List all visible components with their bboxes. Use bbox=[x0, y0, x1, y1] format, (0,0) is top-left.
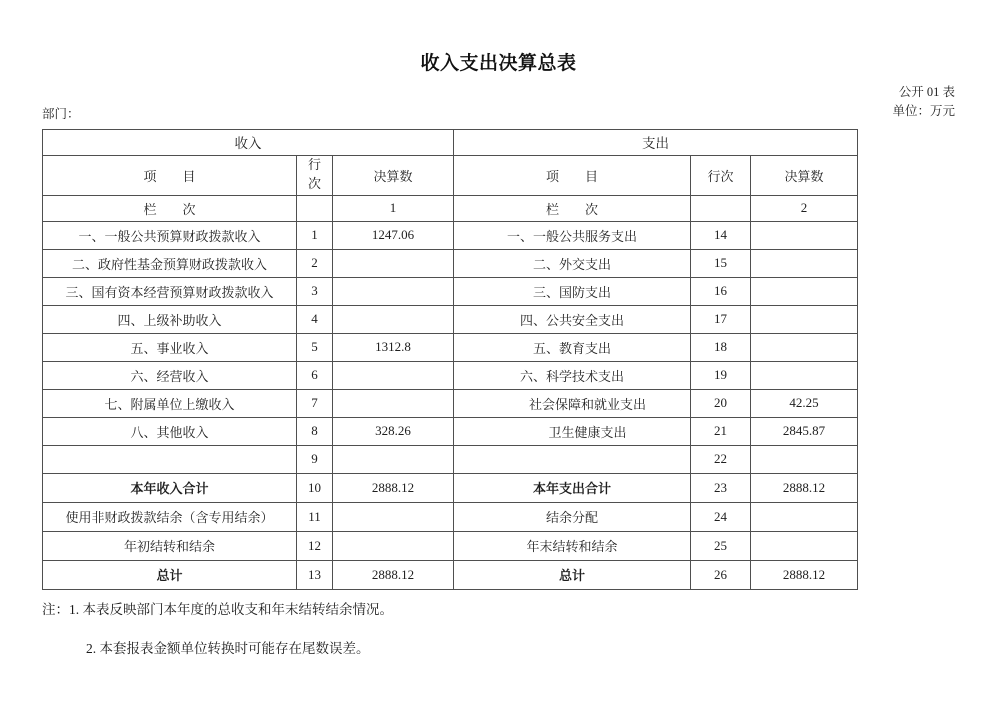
table-row bbox=[43, 389, 858, 417]
income-row-no: 13 bbox=[297, 560, 333, 589]
income-rowno-blank bbox=[297, 195, 333, 221]
expense-item: 年末结转和结余 bbox=[454, 531, 691, 560]
table-code-label: 公开 01 表 bbox=[898, 85, 955, 99]
income-row-no: 12 bbox=[297, 531, 333, 560]
income-row-no: 4 bbox=[297, 305, 333, 333]
expense-item: 四、公共安全支出 bbox=[454, 305, 691, 333]
expense-item: 三、国防支出 bbox=[454, 277, 691, 305]
expense-amount: 2845.87 bbox=[751, 417, 858, 445]
income-row-no: 9 bbox=[297, 445, 333, 473]
expense-amount bbox=[751, 445, 858, 473]
expense-row-no: 26 bbox=[691, 560, 751, 589]
expense-rowno-header: 行次 bbox=[691, 155, 751, 195]
expense-amount-header: 决算数 bbox=[751, 155, 858, 195]
expense-row-no: 24 bbox=[691, 502, 751, 531]
income-item: 使用非财政拨款结余（含专用结余） bbox=[43, 502, 297, 531]
income-amount bbox=[333, 502, 454, 531]
footnote-1: 注：1. 本表反映部门本年度的总收支和年末结转结余情况。 bbox=[42, 601, 393, 617]
expense-amount bbox=[751, 249, 858, 277]
expense-item bbox=[454, 445, 691, 473]
column-header-row bbox=[43, 155, 858, 195]
expense-amount bbox=[751, 333, 858, 361]
income-row-no: 2 bbox=[297, 249, 333, 277]
expense-item: 一、一般公共服务支出 bbox=[454, 221, 691, 249]
income-row-no: 10 bbox=[297, 473, 333, 502]
expense-rowno-blank bbox=[691, 195, 751, 221]
expense-row-no: 17 bbox=[691, 305, 751, 333]
expense-item: 结余分配 bbox=[454, 502, 691, 531]
income-row-no: 8 bbox=[297, 417, 333, 445]
table-row bbox=[43, 305, 858, 333]
meta-row bbox=[42, 83, 955, 122]
income-amount: 2888.12 bbox=[333, 473, 454, 502]
table-row-total-year bbox=[43, 473, 858, 502]
footnote-2: 2. 本套报表金额单位转换时可能存在尾数误差。 bbox=[86, 640, 370, 656]
income-amount: 2888.12 bbox=[333, 560, 454, 589]
expense-item: 总计 bbox=[454, 560, 691, 589]
income-amount bbox=[333, 305, 454, 333]
table-row bbox=[43, 277, 858, 305]
income-amount bbox=[333, 361, 454, 389]
income-item: 六、经营收入 bbox=[43, 361, 297, 389]
expense-amount: 42.25 bbox=[751, 389, 858, 417]
expense-section-header: 支出 bbox=[454, 129, 858, 155]
income-row-no: 6 bbox=[297, 361, 333, 389]
table-row bbox=[43, 333, 858, 361]
income-amount-header: 决算数 bbox=[333, 155, 454, 195]
expense-row-no: 25 bbox=[691, 531, 751, 560]
page-title: 收入支出决算总表 bbox=[420, 53, 577, 74]
income-item: 年初结转和结余 bbox=[43, 531, 297, 560]
expense-amount: 2888.12 bbox=[751, 560, 858, 589]
income-rowno-header bbox=[297, 155, 333, 195]
income-amount bbox=[333, 389, 454, 417]
income-amount bbox=[333, 249, 454, 277]
expense-item: 二、外交支出 bbox=[454, 249, 691, 277]
expense-row-no: 19 bbox=[691, 361, 751, 389]
expense-row-no: 15 bbox=[691, 249, 751, 277]
table-row bbox=[43, 361, 858, 389]
income-row-no: 7 bbox=[297, 389, 333, 417]
income-item: 三、国有资本经营预算财政拨款收入 bbox=[43, 277, 297, 305]
income-row-no: 11 bbox=[297, 502, 333, 531]
income-item: 八、其他收入 bbox=[43, 417, 297, 445]
expense-column-index: 2 bbox=[751, 195, 858, 221]
meta-right-block bbox=[892, 83, 955, 122]
expense-row-no: 22 bbox=[691, 445, 751, 473]
expense-item-header: 项 目 bbox=[454, 155, 691, 195]
expense-amount bbox=[751, 221, 858, 249]
unit-label: 单位：万元 bbox=[892, 104, 955, 119]
income-section-header: 收入 bbox=[43, 129, 454, 155]
expense-row-no: 14 bbox=[691, 221, 751, 249]
income-amount bbox=[333, 531, 454, 560]
table-row bbox=[43, 502, 858, 531]
expense-amount bbox=[751, 277, 858, 305]
expense-amount bbox=[751, 305, 858, 333]
income-row-no: 3 bbox=[297, 277, 333, 305]
income-column-index: 1 bbox=[333, 195, 454, 221]
expense-amount bbox=[751, 531, 858, 560]
income-item: 总计 bbox=[43, 560, 297, 589]
table-row bbox=[43, 417, 858, 445]
expense-item: 卫生健康支出 bbox=[454, 417, 691, 445]
income-item bbox=[43, 445, 297, 473]
department-label: 部门： bbox=[42, 106, 80, 121]
income-column-label: 栏 次 bbox=[43, 195, 297, 221]
income-item-header: 项 目 bbox=[43, 155, 297, 195]
expense-column-label: 栏 次 bbox=[454, 195, 691, 221]
column-index-row bbox=[43, 195, 858, 221]
table-row bbox=[43, 221, 858, 249]
income-row-no: 1 bbox=[297, 221, 333, 249]
expense-row-no: 23 bbox=[691, 473, 751, 502]
expense-row-no: 18 bbox=[691, 333, 751, 361]
expense-item: 六、科学技术支出 bbox=[454, 361, 691, 389]
table-row-grand-total bbox=[43, 560, 858, 589]
table-row bbox=[43, 249, 858, 277]
expense-amount bbox=[751, 502, 858, 531]
expense-amount bbox=[751, 361, 858, 389]
expense-amount: 2888.12 bbox=[751, 473, 858, 502]
table-row bbox=[43, 531, 858, 560]
income-item: 二、政府性基金预算财政拨款收入 bbox=[43, 249, 297, 277]
income-amount bbox=[333, 445, 454, 473]
income-amount: 328.26 bbox=[333, 417, 454, 445]
final-accounts-table bbox=[42, 129, 858, 590]
footnotes bbox=[42, 598, 955, 657]
income-amount bbox=[333, 277, 454, 305]
income-item: 四、上级补助收入 bbox=[43, 305, 297, 333]
income-item: 一、一般公共预算财政拨款收入 bbox=[43, 221, 297, 249]
expense-row-no: 20 bbox=[691, 389, 751, 417]
income-item: 本年收入合计 bbox=[43, 473, 297, 502]
income-amount: 1312.8 bbox=[333, 333, 454, 361]
expense-row-no: 21 bbox=[691, 417, 751, 445]
income-item: 五、事业收入 bbox=[43, 333, 297, 361]
expense-item: 社会保障和就业支出 bbox=[454, 389, 691, 417]
section-header-row bbox=[43, 129, 858, 155]
income-amount: 1247.06 bbox=[333, 221, 454, 249]
expense-item: 五、教育支出 bbox=[454, 333, 691, 361]
income-rowno-header-text: 行次 bbox=[307, 157, 321, 192]
income-item: 七、附属单位上缴收入 bbox=[43, 389, 297, 417]
expense-row-no: 16 bbox=[691, 277, 751, 305]
table-row bbox=[43, 445, 858, 473]
income-row-no: 5 bbox=[297, 333, 333, 361]
expense-item: 本年支出合计 bbox=[454, 473, 691, 502]
